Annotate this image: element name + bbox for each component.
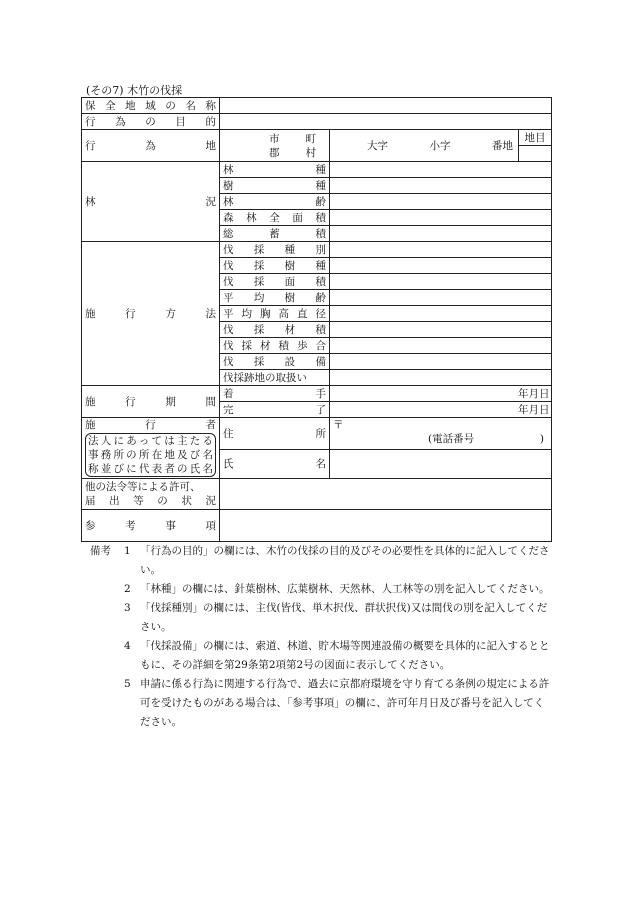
chimoku-label: 地目 bbox=[519, 130, 552, 146]
forest-item: 林齢 bbox=[220, 194, 330, 210]
shi-label: 市 bbox=[269, 132, 280, 145]
method-label: 施行方法 bbox=[82, 242, 220, 386]
remarks-item bbox=[90, 542, 552, 580]
period-end-label: 完了 bbox=[220, 402, 330, 418]
operator-note bbox=[85, 433, 216, 477]
remarks-text: 「林種」の欄には、針葉樹林、広葉樹林、天然林、人工林等の別を記入してください。 bbox=[140, 583, 550, 595]
operator-note-line: 事務所の所在地及び名 bbox=[88, 449, 213, 461]
method-field[interactable] bbox=[330, 322, 552, 338]
period-start-label: 着手 bbox=[220, 386, 330, 402]
remarks-text: 「伐採設備」の欄には、索道、林道、貯木場等関連設備の概要を具体的に記入するとともに、その詳細を第29条第2項第2号の図面に表示してください。 bbox=[140, 640, 550, 671]
forest-field[interactable] bbox=[330, 162, 552, 178]
forest-item: 森林全面積 bbox=[220, 210, 330, 226]
postal-mark: 〒 bbox=[333, 419, 344, 431]
method-field[interactable] bbox=[330, 290, 552, 306]
method-item: 平均胸高直径 bbox=[220, 306, 330, 322]
address-field[interactable] bbox=[330, 418, 552, 450]
gun-label: 郡 bbox=[269, 146, 280, 159]
other-law-label-cell bbox=[82, 479, 220, 510]
method-field[interactable] bbox=[330, 274, 552, 290]
remarks-label: 備考 bbox=[90, 545, 111, 557]
method-field[interactable] bbox=[330, 258, 552, 274]
remarks-text: 「行為の目的」の欄には、木竹の伐採の目的及びその必要性を具体的に記入してください。 bbox=[140, 545, 550, 576]
period-start-field[interactable] bbox=[330, 386, 552, 402]
son-label: 村 bbox=[305, 146, 316, 159]
other-law-label-line: 届出等の状況 bbox=[85, 495, 216, 507]
day-label: 日 bbox=[539, 387, 550, 400]
location-label: 行為地 bbox=[82, 130, 220, 162]
reference-label: 参考事項 bbox=[82, 510, 220, 542]
form-title: (その7) 木竹の伐採 bbox=[86, 84, 183, 97]
remarks-number: 5 bbox=[124, 678, 131, 690]
forest-field[interactable] bbox=[330, 178, 552, 194]
method-item: 伐採設備 bbox=[220, 354, 330, 370]
other-law-field[interactable] bbox=[220, 479, 552, 510]
method-item: 伐採跡地の取扱い bbox=[220, 370, 330, 386]
method-field[interactable] bbox=[330, 242, 552, 258]
method-item: 伐採種別 bbox=[220, 242, 330, 258]
remarks-number: 4 bbox=[124, 640, 131, 652]
month-label: 月 bbox=[528, 387, 539, 400]
address-label: 住所 bbox=[220, 418, 330, 450]
remarks-item bbox=[90, 637, 552, 675]
year-label: 年 bbox=[518, 403, 529, 416]
location-address-cell[interactable] bbox=[330, 130, 519, 162]
remarks-number: 1 bbox=[124, 545, 131, 557]
reference-field[interactable] bbox=[220, 510, 552, 542]
chimoku-field[interactable] bbox=[519, 146, 552, 162]
operator-label: 施行者 bbox=[85, 419, 216, 431]
method-item: 伐採材積歩合 bbox=[220, 338, 330, 354]
remarks-section bbox=[90, 542, 552, 732]
remarks-item bbox=[90, 580, 552, 599]
area-name-field[interactable] bbox=[220, 98, 552, 114]
application-form-table bbox=[81, 97, 552, 542]
month-label: 月 bbox=[528, 403, 539, 416]
remarks-number: 3 bbox=[124, 602, 131, 614]
location-city-cell[interactable] bbox=[220, 130, 330, 162]
forest-label: 林況 bbox=[82, 162, 220, 242]
forest-item: 樹種 bbox=[220, 178, 330, 194]
method-field[interactable] bbox=[330, 338, 552, 354]
method-item: 伐採材積 bbox=[220, 322, 330, 338]
day-label: 日 bbox=[539, 403, 550, 416]
banchi-label: 番地 bbox=[492, 139, 513, 152]
remarks-text: 「伐採種別」の欄には、主伐(皆伐、単木択伐、群状択伐)又は間伐の別を記入してください。 bbox=[140, 602, 548, 633]
forest-field[interactable] bbox=[330, 194, 552, 210]
operator-note-line: 称並びに代表者の氏名 bbox=[88, 463, 213, 475]
operator-label-cell bbox=[82, 418, 220, 479]
forest-item: 総蓄積 bbox=[220, 226, 330, 242]
year-label: 年 bbox=[518, 387, 529, 400]
purpose-field[interactable] bbox=[220, 114, 552, 130]
forest-item: 林種 bbox=[220, 162, 330, 178]
period-end-field[interactable] bbox=[330, 402, 552, 418]
oaza-label: 大字 bbox=[367, 139, 388, 152]
phone-close: ) bbox=[539, 433, 544, 445]
name-field[interactable] bbox=[330, 450, 552, 479]
operator-note-line: 法人にあっては主たる bbox=[88, 435, 213, 447]
forest-field[interactable] bbox=[330, 210, 552, 226]
other-law-label-line: 他の法令等による許可、 bbox=[85, 481, 201, 493]
remarks-item bbox=[90, 675, 552, 732]
method-item: 平均樹齢 bbox=[220, 290, 330, 306]
purpose-label: 行為の目的 bbox=[82, 114, 220, 130]
method-item: 伐採面積 bbox=[220, 274, 330, 290]
method-field[interactable] bbox=[330, 354, 552, 370]
period-label: 施行期間 bbox=[82, 386, 220, 418]
cho-label: 町 bbox=[305, 132, 316, 145]
method-item: 伐採樹種 bbox=[220, 258, 330, 274]
name-label: 氏名 bbox=[220, 450, 330, 479]
phone-label: (電話番号 bbox=[428, 433, 475, 445]
koaza-label: 小字 bbox=[429, 139, 451, 152]
forest-field[interactable] bbox=[330, 226, 552, 242]
method-field[interactable] bbox=[330, 306, 552, 322]
remarks-text: 申請に係る行為に関連する行為で、過去に京都府環境を守り育てる条例の規定による許可を受けたものがある場合は、「参考事項」の欄に、許可年月日及び番号を記入してください。 bbox=[140, 678, 550, 728]
remarks-number: 2 bbox=[124, 583, 131, 595]
remarks-item bbox=[90, 599, 552, 637]
method-field[interactable] bbox=[330, 370, 552, 386]
area-name-label: 保全地域の名称 bbox=[82, 98, 220, 114]
